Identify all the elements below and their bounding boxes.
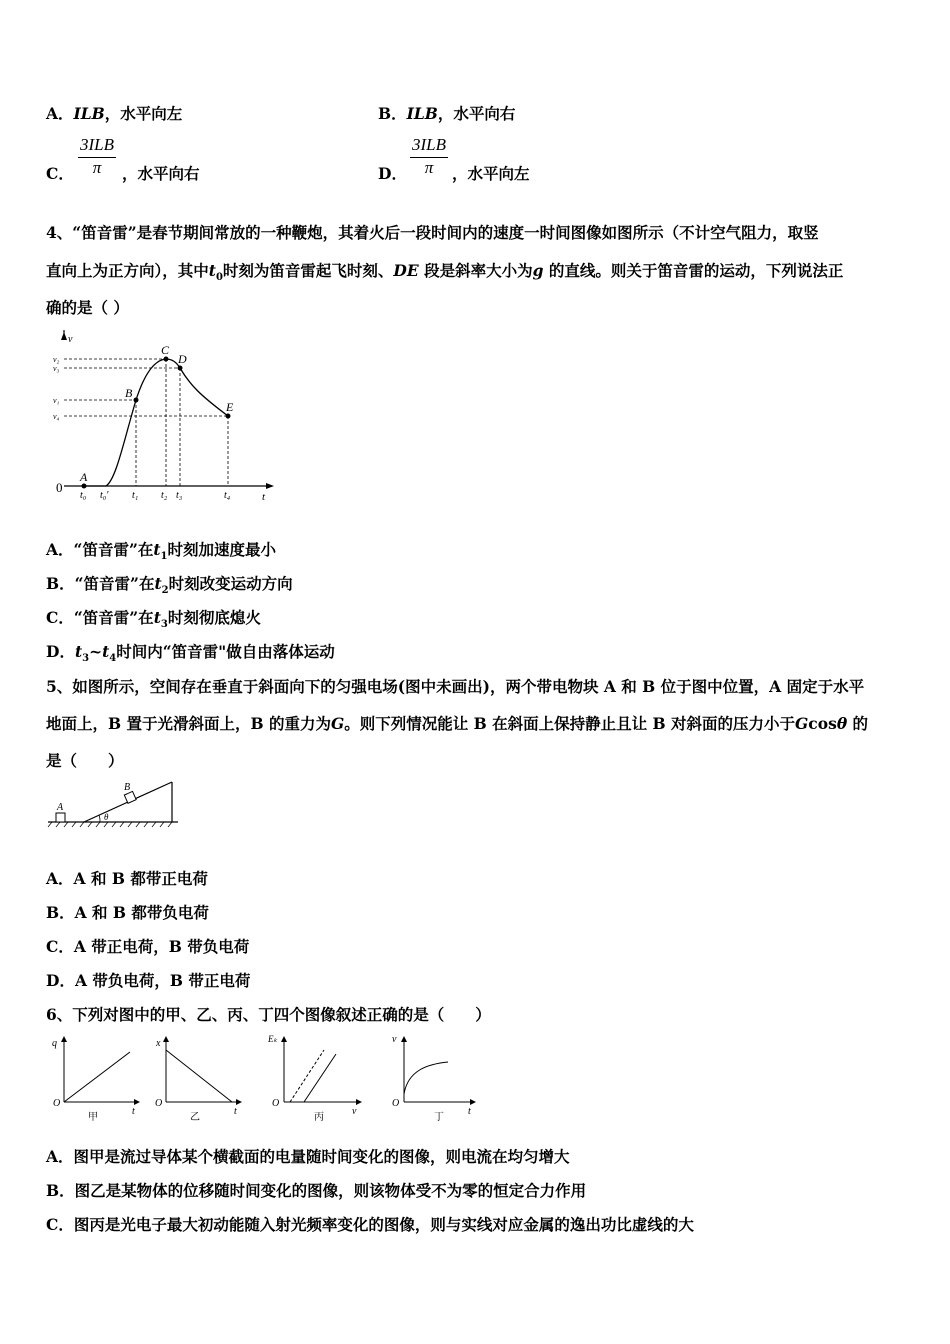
bing-name: 丙: [314, 1112, 324, 1123]
q3-option-d-fraction: 3ILB π: [412, 135, 446, 177]
v3-label: v₃: [53, 364, 60, 373]
t0-label: t₀: [80, 490, 87, 501]
ding-x-label: t: [468, 1106, 471, 1117]
q6-graph-bing: [268, 1030, 368, 1124]
q4-stem-line2: 直向上为正方向），其中$t_0$时刻为笛音雷起飞时刻、DE 段是斜率大小为g 的直线。则关于笛音雷的运动，下列说法正: [46, 261, 844, 284]
q3-option-c-fraction: 3ILB π: [80, 135, 114, 177]
yi-y-label: x: [156, 1038, 161, 1049]
ding-curve: [404, 1062, 448, 1094]
label-a: A: [80, 470, 88, 484]
jia-line: [64, 1052, 130, 1102]
label-e: E: [226, 400, 234, 414]
t1-label: t₁: [132, 490, 139, 501]
point-b: [134, 398, 139, 403]
q3-option-a: A．ILB，水平向左: [46, 104, 183, 123]
q6-graph-yi: [152, 1034, 244, 1124]
block-a-label: A: [57, 802, 64, 813]
ding-origin: O: [392, 1098, 400, 1109]
jia-y-label: q: [52, 1038, 57, 1049]
q5-stem-line1: 5、如图所示，空间存在垂直于斜面向下的匀强电场(图中未画出)，两个带电物块 A 和 B 位于图中位置，A 固定于水平: [46, 677, 865, 696]
q6-graph-jia: [50, 1034, 142, 1124]
q6-option-a: A．图甲是流过导体某个横截面的电量随时间变化的图像，则电流在均匀增大: [46, 1147, 570, 1166]
bing-origin: O: [272, 1098, 280, 1109]
t0prime-label: t₀′: [100, 490, 109, 501]
q5-option-d: D．A 带负电荷，B 带正电荷: [46, 971, 251, 990]
bing-dashed-line: [290, 1050, 324, 1102]
jia-x-label: t: [132, 1106, 135, 1117]
q5-stem-line3: 是（ ）: [46, 751, 124, 770]
bing-y-label: Eₖ: [268, 1034, 278, 1044]
q3-option-d-text: ，水平向左: [452, 164, 530, 183]
q5-option-a: A．A 和 B 都带正电荷: [46, 869, 208, 888]
block-b: [124, 791, 136, 803]
point-d: [178, 366, 183, 371]
origin-label: 0: [56, 480, 63, 495]
ding-y-label: v: [392, 1034, 397, 1045]
v-axis-arrow: [61, 332, 67, 340]
q3-option-c-text: ，水平向右: [122, 164, 200, 183]
q4-option-d: D．$t_3\sim t_4$时间内“笛音雷"做自由落体运动: [46, 642, 335, 665]
t3-label: t₃: [176, 490, 183, 501]
q5-option-b: B．A 和 B 都带负电荷: [46, 903, 209, 922]
point-e: [226, 414, 231, 419]
q6-stem: 6、下列对图中的甲、乙、丙、丁四个图像叙述正确的是（ ）: [46, 1005, 491, 1024]
q4-option-a: A．“笛音雷”在$t_1$时刻加速度最小: [46, 540, 277, 563]
point-c: [164, 357, 169, 362]
yi-origin: O: [155, 1098, 163, 1109]
q4-stem-line1: 4、“笛音雷”是春节期间常放的一种鞭炮，其着火后一段时间内的速度一时间图像如图所示（不计空气阻力，取竖: [46, 223, 819, 242]
yi-name: 乙: [190, 1112, 200, 1123]
ground-hatch: [48, 822, 172, 827]
q6-option-c: C．图丙是光电子最大初动能随入射光频率变化的图像，则与实线对应金属的逸出功比虚线的大: [46, 1215, 694, 1234]
t2-label: t₂: [161, 490, 168, 501]
bing-x-label: ν: [352, 1106, 357, 1117]
bing-solid-line: [304, 1054, 336, 1102]
yi-x-label: t: [234, 1106, 237, 1117]
q3-option-b: B．ILB，水平向右: [378, 104, 516, 123]
q5-option-c: C．A 带正电荷，B 带负电荷: [46, 937, 250, 956]
angle-label: θ: [104, 812, 109, 822]
v4-label: v₄: [53, 412, 60, 421]
q4-option-b: B．“笛音雷”在$t_2$时刻改变运动方向: [46, 574, 293, 597]
angle-arc: [99, 815, 100, 822]
q4-stem-line3: 确的是（ ）: [46, 298, 129, 317]
q3-option-d: D．: [378, 164, 407, 183]
jia-origin: O: [53, 1098, 61, 1109]
t-axis-label: t: [262, 491, 266, 503]
v2-label: v₂: [53, 355, 60, 364]
label-b: B: [125, 386, 133, 400]
label-c: C: [161, 343, 170, 357]
q4-vt-graph: [50, 330, 280, 510]
ding-name: 丁: [434, 1112, 444, 1123]
q6-graph-ding: [388, 1030, 480, 1124]
v-axis-label: v: [68, 334, 73, 345]
block-b-label: B: [124, 782, 131, 793]
q5-incline-figure: [44, 776, 184, 832]
q6-option-b: B．图乙是某物体的位移随时间变化的图像，则该物体受不为零的恒定合力作用: [46, 1181, 587, 1200]
yi-line: [166, 1050, 232, 1102]
label-d: D: [178, 352, 187, 366]
t4-label: t₄: [224, 490, 231, 501]
velocity-curve: [84, 359, 228, 486]
q3-option-c: C．: [46, 164, 74, 183]
t-axis-arrow: [266, 483, 274, 489]
point-a: [82, 484, 87, 489]
v1-label: v₁: [53, 396, 60, 405]
q5-stem-line2: 地面上，B 置于光滑斜面上，B 的重力为G。则下列情况能让 B 在斜面上保持静止且让 B 对斜面的压力小于Gcosθ 的: [46, 714, 869, 733]
q4-option-c: C．“笛音雷”在$t_3$时刻彻底熄火: [46, 608, 261, 631]
jia-name: 甲: [88, 1112, 98, 1123]
block-a: [56, 813, 65, 822]
